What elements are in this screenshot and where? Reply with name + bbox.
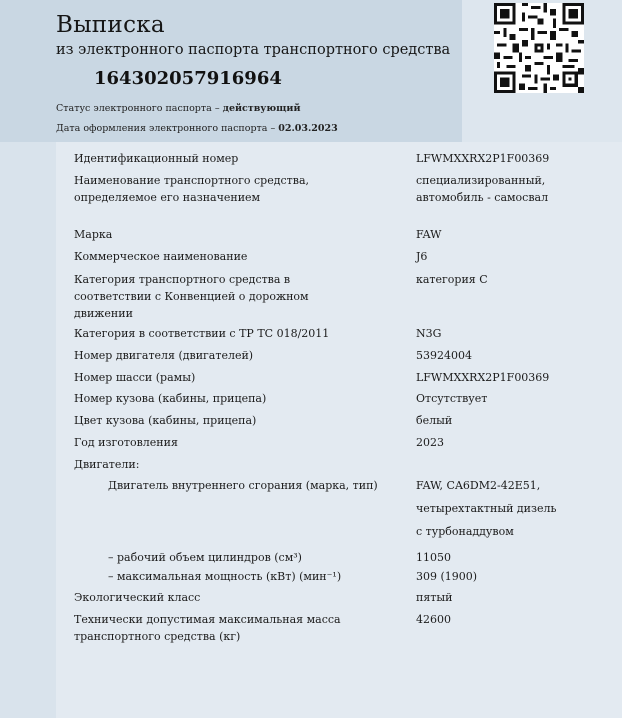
- status-label: Статус электронного паспорта –: [56, 103, 223, 114]
- date-line: [56, 123, 338, 134]
- label-displacement: – рабочий объем цилиндров (см³): [108, 551, 302, 564]
- value-vehicle-name: специализированный, автомобиль - самосвал: [416, 174, 549, 204]
- value-max-mass: 42600: [416, 613, 451, 626]
- label-max-power: – максимальная мощность (кВт) (мин⁻¹): [108, 570, 342, 583]
- value-tr-ts-category: N3G: [416, 327, 442, 340]
- label-engine-number: Номер двигателя (двигателей): [74, 349, 254, 362]
- label-year: Год изготовления: [74, 436, 178, 449]
- document-title: Выписка: [56, 12, 165, 38]
- value-year: 2023: [416, 436, 444, 449]
- qr-code-icon[interactable]: [494, 3, 584, 93]
- value-vin: LFWMXXRX2P1F00369: [416, 152, 550, 165]
- label-vehicle-name: Наименование транспортного средства, определяемое его назначением: [74, 174, 309, 204]
- label-commercial-name: Коммерческое наименование: [74, 250, 248, 263]
- value-ice-engine-line-3: с турбонаддувом: [416, 525, 514, 538]
- label-brand: Марка: [74, 228, 113, 241]
- value-ice-engine-line-2: четырехтактный дизель: [416, 502, 557, 515]
- value-brand: FAW: [416, 228, 442, 241]
- value-body-number: Отсутствует: [416, 392, 488, 405]
- value-ice-engine-line-1: FAW, CA6DM2-42E51,: [416, 479, 541, 492]
- label-chassis-number: Номер шасси (рамы): [74, 371, 196, 384]
- date-value: 02.03.2023: [278, 123, 338, 134]
- label-vin: Идентификационный номер: [74, 152, 239, 165]
- label-ice-engine: Двигатель внутреннего сгорания (марка, тип): [108, 479, 378, 492]
- label-body-color: Цвет кузова (кабины, прицепа): [74, 414, 257, 427]
- value-displacement: 11050: [416, 551, 451, 564]
- status-line: [56, 103, 301, 114]
- label-tr-ts-category: Категория в соответствии с ТР ТС 018/2011: [74, 327, 330, 340]
- value-max-power: 309 (1900): [416, 570, 478, 583]
- value-convention-category: категория С: [416, 273, 488, 286]
- passport-number: 164302057916964: [94, 68, 282, 89]
- label-convention-category: Категория транспортного средства в соответствии с Конвенцией о дорожном движении: [74, 273, 309, 320]
- value-chassis-number: LFWMXXRX2P1F00369: [416, 371, 550, 384]
- label-max-mass: Технически допустимая максимальная масса транспортного средства (кг): [74, 613, 341, 643]
- value-body-color: белый: [416, 414, 453, 427]
- status-value: действующий: [222, 103, 301, 114]
- engines-heading: Двигатели:: [74, 458, 140, 471]
- label-eco-class: Экологический класс: [74, 591, 201, 604]
- label-body-number: Номер кузова (кабины, прицепа): [74, 392, 267, 405]
- value-engine-number: 53924004: [416, 349, 472, 362]
- document-subtitle: из электронного паспорта транспортного средства: [56, 42, 451, 58]
- value-commercial-name: J6: [416, 250, 428, 263]
- value-eco-class: пятый: [416, 591, 453, 604]
- date-label: Дата оформления электронного паспорта –: [56, 123, 279, 134]
